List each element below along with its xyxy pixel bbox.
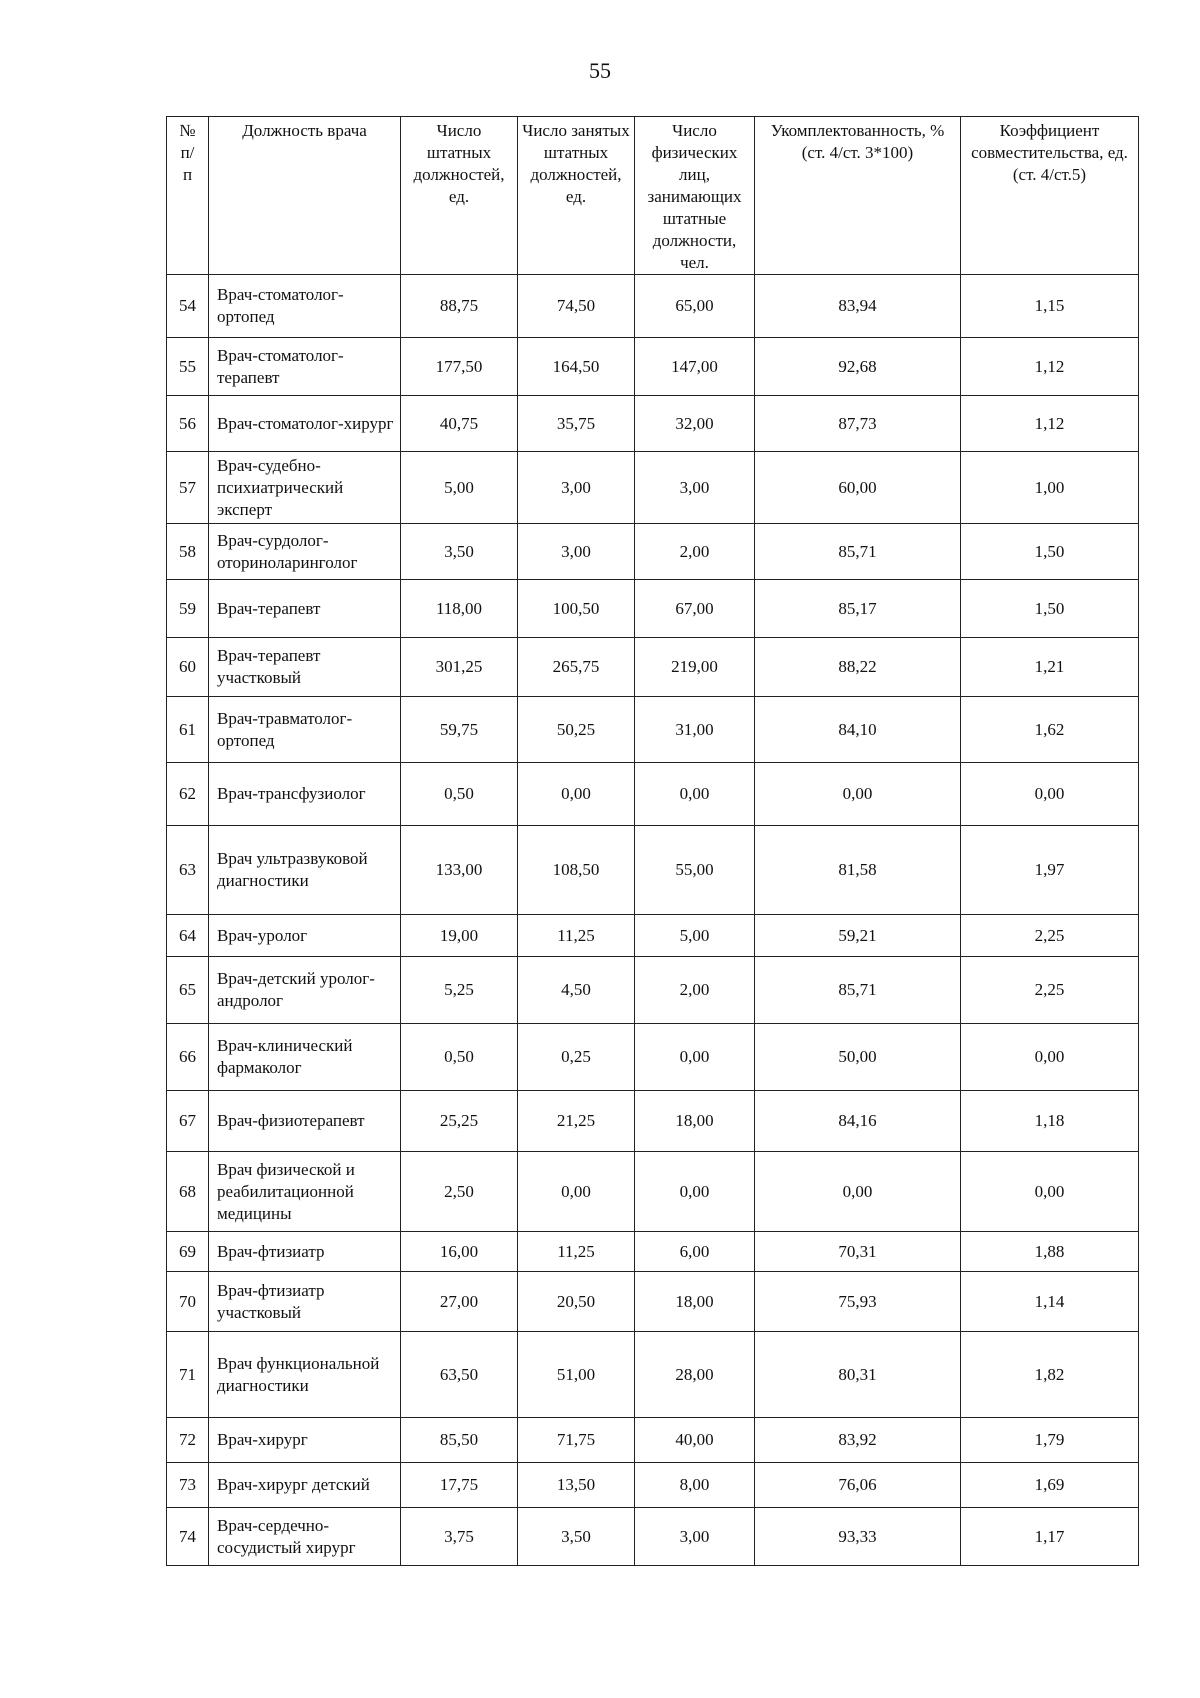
staff-positions: 19,00 <box>401 915 518 957</box>
table-row <box>167 763 1139 826</box>
occupied-positions: 108,50 <box>518 826 635 915</box>
combination-coefficient: 1,88 <box>961 1232 1139 1272</box>
individuals: 0,00 <box>635 1152 755 1232</box>
occupied-positions: 35,75 <box>518 396 635 452</box>
combination-coefficient: 1,21 <box>961 638 1139 697</box>
staff-positions: 2,50 <box>401 1152 518 1232</box>
combination-coefficient: 1,82 <box>961 1332 1139 1418</box>
combination-coefficient: 1,69 <box>961 1463 1139 1508</box>
staff-positions: 5,25 <box>401 957 518 1024</box>
table-row <box>167 1332 1139 1418</box>
table-row <box>167 1232 1139 1272</box>
staff-positions: 25,25 <box>401 1091 518 1152</box>
staffing-level: 84,16 <box>755 1091 961 1152</box>
row-number: 73 <box>167 1463 209 1508</box>
table-row <box>167 524 1139 580</box>
position-name: Врач-стоматолог-терапевт <box>209 338 401 396</box>
combination-coefficient: 1,18 <box>961 1091 1139 1152</box>
row-number: 66 <box>167 1024 209 1091</box>
staffing-level: 87,73 <box>755 396 961 452</box>
header-combination-coefficient: Коэффициент совместительства, ед. (ст. 4/ст.5) <box>961 117 1139 275</box>
staff-positions: 133,00 <box>401 826 518 915</box>
staff-positions: 16,00 <box>401 1232 518 1272</box>
table-row <box>167 1152 1139 1232</box>
row-number: 63 <box>167 826 209 915</box>
staffing-level: 83,94 <box>755 275 961 338</box>
position-name: Врач-детский уролог-андролог <box>209 957 401 1024</box>
staff-positions: 301,25 <box>401 638 518 697</box>
table-row <box>167 1091 1139 1152</box>
individuals: 18,00 <box>635 1091 755 1152</box>
occupied-positions: 265,75 <box>518 638 635 697</box>
occupied-positions: 71,75 <box>518 1418 635 1463</box>
position-name: Врач-трансфузиолог <box>209 763 401 826</box>
staffing-level: 0,00 <box>755 1152 961 1232</box>
occupied-positions: 13,50 <box>518 1463 635 1508</box>
occupied-positions: 100,50 <box>518 580 635 638</box>
staffing-level: 81,58 <box>755 826 961 915</box>
position-name: Врач-фтизиатр <box>209 1232 401 1272</box>
staffing-table <box>166 116 1139 1566</box>
table-row <box>167 1418 1139 1463</box>
table-row <box>167 826 1139 915</box>
staffing-level: 60,00 <box>755 452 961 524</box>
occupied-positions: 21,25 <box>518 1091 635 1152</box>
row-number: 71 <box>167 1332 209 1418</box>
position-name: Врач-стоматолог-ортопед <box>209 275 401 338</box>
staff-positions: 63,50 <box>401 1332 518 1418</box>
combination-coefficient: 2,25 <box>961 957 1139 1024</box>
row-number: 67 <box>167 1091 209 1152</box>
staffing-level: 92,68 <box>755 338 961 396</box>
staffing-level: 76,06 <box>755 1463 961 1508</box>
staff-positions: 27,00 <box>401 1272 518 1332</box>
table-row <box>167 957 1139 1024</box>
row-number: 56 <box>167 396 209 452</box>
individuals: 40,00 <box>635 1418 755 1463</box>
table-row <box>167 396 1139 452</box>
row-number: 62 <box>167 763 209 826</box>
staff-positions: 88,75 <box>401 275 518 338</box>
occupied-positions: 50,25 <box>518 697 635 763</box>
individuals: 31,00 <box>635 697 755 763</box>
row-number: 68 <box>167 1152 209 1232</box>
staffing-level: 88,22 <box>755 638 961 697</box>
occupied-positions: 20,50 <box>518 1272 635 1332</box>
occupied-positions: 11,25 <box>518 1232 635 1272</box>
individuals: 5,00 <box>635 915 755 957</box>
row-number: 57 <box>167 452 209 524</box>
table-row <box>167 638 1139 697</box>
individuals: 2,00 <box>635 957 755 1024</box>
individuals: 0,00 <box>635 763 755 826</box>
occupied-positions: 164,50 <box>518 338 635 396</box>
individuals: 65,00 <box>635 275 755 338</box>
combination-coefficient: 1,15 <box>961 275 1139 338</box>
combination-coefficient: 0,00 <box>961 1024 1139 1091</box>
individuals: 18,00 <box>635 1272 755 1332</box>
position-name: Врач-клинический фармаколог <box>209 1024 401 1091</box>
combination-coefficient: 1,14 <box>961 1272 1139 1332</box>
occupied-positions: 3,50 <box>518 1508 635 1566</box>
individuals: 55,00 <box>635 826 755 915</box>
occupied-positions: 0,00 <box>518 1152 635 1232</box>
individuals: 219,00 <box>635 638 755 697</box>
position-name: Врач-уролог <box>209 915 401 957</box>
position-name: Врач-терапевт <box>209 580 401 638</box>
header-occupied-positions: Число занятых штатных должностей, ед. <box>518 117 635 275</box>
row-number: 59 <box>167 580 209 638</box>
position-name: Врач-физиотерапевт <box>209 1091 401 1152</box>
table-row <box>167 452 1139 524</box>
staff-positions: 0,50 <box>401 763 518 826</box>
combination-coefficient: 0,00 <box>961 763 1139 826</box>
table-row <box>167 1508 1139 1566</box>
header-position: Должность врача <box>209 117 401 275</box>
combination-coefficient: 1,50 <box>961 580 1139 638</box>
table-header-row <box>167 117 1139 275</box>
header-individuals: Число физических лиц, занимающих штатные должности, чел. <box>635 117 755 275</box>
staffing-level: 70,31 <box>755 1232 961 1272</box>
table-row <box>167 1024 1139 1091</box>
position-name: Врач-сурдолог-оториноларинголог <box>209 524 401 580</box>
position-name: Врач физической и реабилитационной медицины <box>209 1152 401 1232</box>
staffing-level: 83,92 <box>755 1418 961 1463</box>
position-name: Врач-фтизиатр участковый <box>209 1272 401 1332</box>
position-name: Врач-терапевт участковый <box>209 638 401 697</box>
combination-coefficient: 1,12 <box>961 338 1139 396</box>
staff-positions: 3,50 <box>401 524 518 580</box>
row-number: 74 <box>167 1508 209 1566</box>
individuals: 2,00 <box>635 524 755 580</box>
row-number: 54 <box>167 275 209 338</box>
staffing-level: 0,00 <box>755 763 961 826</box>
row-number: 72 <box>167 1418 209 1463</box>
individuals: 3,00 <box>635 452 755 524</box>
staff-positions: 85,50 <box>401 1418 518 1463</box>
occupied-positions: 3,00 <box>518 524 635 580</box>
individuals: 3,00 <box>635 1508 755 1566</box>
staff-positions: 59,75 <box>401 697 518 763</box>
staffing-level: 75,93 <box>755 1272 961 1332</box>
staffing-level: 50,00 <box>755 1024 961 1091</box>
occupied-positions: 4,50 <box>518 957 635 1024</box>
row-number: 61 <box>167 697 209 763</box>
occupied-positions: 51,00 <box>518 1332 635 1418</box>
occupied-positions: 0,00 <box>518 763 635 826</box>
combination-coefficient: 2,25 <box>961 915 1139 957</box>
staffing-level: 93,33 <box>755 1508 961 1566</box>
staffing-level: 85,17 <box>755 580 961 638</box>
individuals: 28,00 <box>635 1332 755 1418</box>
position-name: Врач функциональной диагностики <box>209 1332 401 1418</box>
occupied-positions: 3,00 <box>518 452 635 524</box>
staffing-level: 80,31 <box>755 1332 961 1418</box>
combination-coefficient: 1,50 <box>961 524 1139 580</box>
position-name: Врач-стоматолог-хирург <box>209 396 401 452</box>
position-name: Врач-хирург <box>209 1418 401 1463</box>
individuals: 147,00 <box>635 338 755 396</box>
position-name: Врач ультразвуковой диагностики <box>209 826 401 915</box>
combination-coefficient: 0,00 <box>961 1152 1139 1232</box>
occupied-positions: 11,25 <box>518 915 635 957</box>
position-name: Врач-судебно-психиатрический эксперт <box>209 452 401 524</box>
row-number: 65 <box>167 957 209 1024</box>
table-row <box>167 275 1139 338</box>
row-number: 58 <box>167 524 209 580</box>
combination-coefficient: 1,12 <box>961 396 1139 452</box>
staffing-level: 85,71 <box>755 957 961 1024</box>
occupied-positions: 74,50 <box>518 275 635 338</box>
row-number: 64 <box>167 915 209 957</box>
staff-positions: 17,75 <box>401 1463 518 1508</box>
table-row <box>167 1463 1139 1508</box>
individuals: 8,00 <box>635 1463 755 1508</box>
combination-coefficient: 1,62 <box>961 697 1139 763</box>
staff-positions: 3,75 <box>401 1508 518 1566</box>
combination-coefficient: 1,79 <box>961 1418 1139 1463</box>
staff-positions: 40,75 <box>401 396 518 452</box>
header-number: № п/п <box>167 117 209 275</box>
staff-positions: 118,00 <box>401 580 518 638</box>
table-row <box>167 338 1139 396</box>
staff-positions: 5,00 <box>401 452 518 524</box>
individuals: 32,00 <box>635 396 755 452</box>
table-row <box>167 915 1139 957</box>
page-number: 55 <box>589 58 611 83</box>
combination-coefficient: 1,97 <box>961 826 1139 915</box>
staffing-level: 84,10 <box>755 697 961 763</box>
combination-coefficient: 1,00 <box>961 452 1139 524</box>
staff-positions: 177,50 <box>401 338 518 396</box>
header-staffing-level: Укомплектованность, % (ст. 4/ст. 3*100) <box>755 117 961 275</box>
occupied-positions: 0,25 <box>518 1024 635 1091</box>
position-name: Врач-сердечно-сосудистый хирург <box>209 1508 401 1566</box>
table-row <box>167 697 1139 763</box>
row-number: 60 <box>167 638 209 697</box>
row-number: 70 <box>167 1272 209 1332</box>
staffing-level: 85,71 <box>755 524 961 580</box>
individuals: 67,00 <box>635 580 755 638</box>
row-number: 55 <box>167 338 209 396</box>
header-staff-positions: Число штатных должностей, ед. <box>401 117 518 275</box>
position-name: Врач-травматолог-ортопед <box>209 697 401 763</box>
table-row <box>167 580 1139 638</box>
combination-coefficient: 1,17 <box>961 1508 1139 1566</box>
staff-positions: 0,50 <box>401 1024 518 1091</box>
individuals: 6,00 <box>635 1232 755 1272</box>
position-name: Врач-хирург детский <box>209 1463 401 1508</box>
table-row <box>167 1272 1139 1332</box>
row-number: 69 <box>167 1232 209 1272</box>
individuals: 0,00 <box>635 1024 755 1091</box>
staffing-level: 59,21 <box>755 915 961 957</box>
